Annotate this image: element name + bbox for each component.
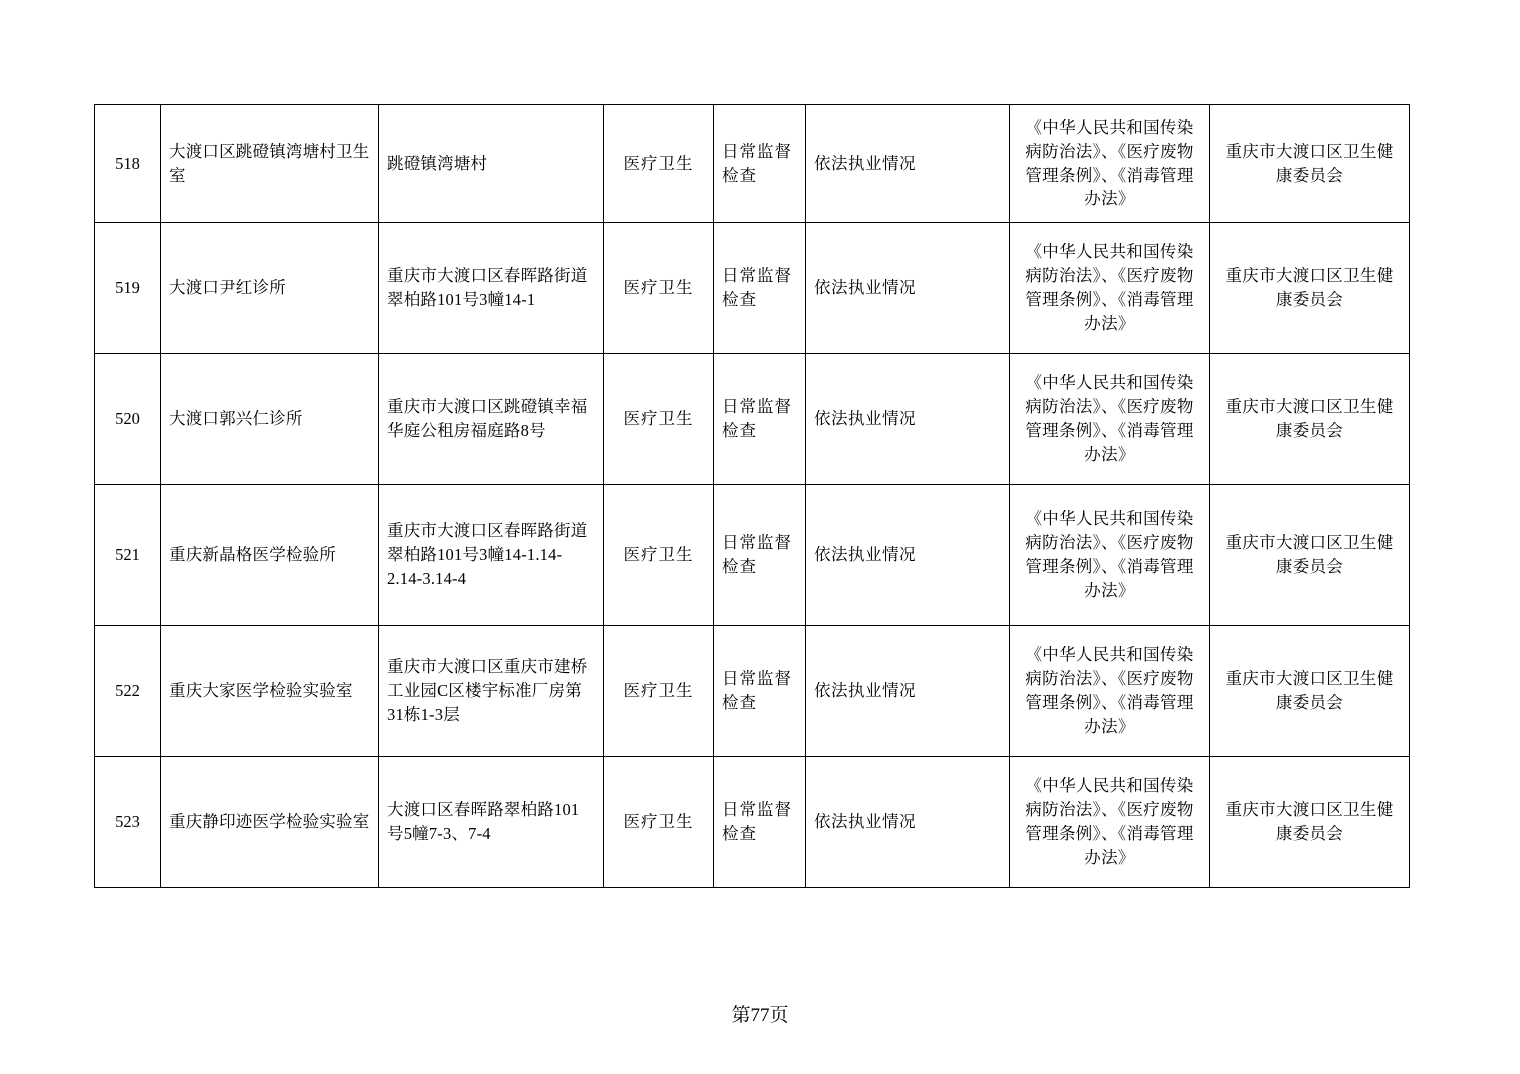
cell-address: 大渡口区春晖路翠柏路101号5幢7-3、7-4 [379, 757, 604, 888]
cell-inspection-content: 依法执业情况 [806, 626, 1010, 757]
footer-suffix: 页 [769, 1005, 789, 1026]
cell-enforcement-org: 重庆市大渡口区卫生健康委员会 [1210, 223, 1410, 354]
cell-enforcement-org: 重庆市大渡口区卫生健康委员会 [1210, 757, 1410, 888]
cell-industry-type: 医疗卫生 [604, 757, 714, 888]
cell-inspection-content: 依法执业情况 [806, 485, 1010, 626]
cell-unit-name: 大渡口尹红诊所 [161, 223, 379, 354]
cell-legal-basis: 《中华人民共和国传染病防治法》、《医疗废物管理条例》、《消毒管理办法》 [1010, 223, 1210, 354]
cell-enforcement-org: 重庆市大渡口区卫生健康委员会 [1210, 105, 1410, 223]
cell-index: 519 [95, 223, 161, 354]
cell-inspection-content: 依法执业情况 [806, 105, 1010, 223]
table-row [95, 223, 1410, 354]
table-row [95, 757, 1410, 888]
cell-inspection-item: 日常监督检查 [714, 626, 806, 757]
cell-enforcement-org: 重庆市大渡口区卫生健康委员会 [1210, 485, 1410, 626]
cell-unit-name: 大渡口郭兴仁诊所 [161, 354, 379, 485]
cell-inspection-item: 日常监督检查 [714, 485, 806, 626]
cell-inspection-item: 日常监督检查 [714, 354, 806, 485]
table-row [95, 105, 1410, 223]
table-row [95, 626, 1410, 757]
table-row [95, 354, 1410, 485]
cell-inspection-item: 日常监督检查 [714, 223, 806, 354]
cell-legal-basis: 《中华人民共和国传染病防治法》、《医疗废物管理条例》、《消毒管理办法》 [1010, 626, 1210, 757]
cell-industry-type: 医疗卫生 [604, 485, 714, 626]
cell-inspection-item: 日常监督检查 [714, 105, 806, 223]
cell-legal-basis: 《中华人民共和国传染病防治法》、《医疗废物管理条例》、《消毒管理办法》 [1010, 485, 1210, 626]
cell-address: 重庆市大渡口区春晖路街道翠柏路101号3幢14-1 [379, 223, 604, 354]
cell-enforcement-org: 重庆市大渡口区卫生健康委员会 [1210, 354, 1410, 485]
cell-index: 520 [95, 354, 161, 485]
cell-inspection-item: 日常监督检查 [714, 757, 806, 888]
footer-prefix: 第 [731, 1005, 751, 1026]
table-row [95, 485, 1410, 626]
cell-unit-name: 重庆大家医学检验实验室 [161, 626, 379, 757]
cell-address: 跳磴镇湾塘村 [379, 105, 604, 223]
cell-address: 重庆市大渡口区重庆市建桥工业园C区楼宇标准厂房第31栋1-3层 [379, 626, 604, 757]
cell-legal-basis: 《中华人民共和国传染病防治法》、《医疗废物管理条例》、《消毒管理办法》 [1010, 105, 1210, 223]
inspection-table [94, 104, 1410, 888]
cell-unit-name: 重庆静印迹医学检验实验室 [161, 757, 379, 888]
cell-index: 522 [95, 626, 161, 757]
inspection-table-container [94, 104, 1409, 888]
cell-industry-type: 医疗卫生 [604, 223, 714, 354]
cell-legal-basis: 《中华人民共和国传染病防治法》、《医疗废物管理条例》、《消毒管理办法》 [1010, 757, 1210, 888]
cell-unit-name: 大渡口区跳磴镇湾塘村卫生室 [161, 105, 379, 223]
cell-unit-name: 重庆新晶格医学检验所 [161, 485, 379, 626]
cell-enforcement-org: 重庆市大渡口区卫生健康委员会 [1210, 626, 1410, 757]
cell-index: 518 [95, 105, 161, 223]
cell-inspection-content: 依法执业情况 [806, 757, 1010, 888]
page-footer [0, 1000, 1520, 1027]
cell-industry-type: 医疗卫生 [604, 354, 714, 485]
cell-legal-basis: 《中华人民共和国传染病防治法》、《医疗废物管理条例》、《消毒管理办法》 [1010, 354, 1210, 485]
cell-address: 重庆市大渡口区跳磴镇幸福华庭公租房福庭路8号 [379, 354, 604, 485]
footer-page-number: 77 [750, 1005, 770, 1026]
cell-inspection-content: 依法执业情况 [806, 223, 1010, 354]
cell-inspection-content: 依法执业情况 [806, 354, 1010, 485]
cell-index: 521 [95, 485, 161, 626]
cell-index: 523 [95, 757, 161, 888]
cell-industry-type: 医疗卫生 [604, 626, 714, 757]
cell-industry-type: 医疗卫生 [604, 105, 714, 223]
cell-address: 重庆市大渡口区春晖路街道翠柏路101号3幢14-1.14-2.14-3.14-4 [379, 485, 604, 626]
